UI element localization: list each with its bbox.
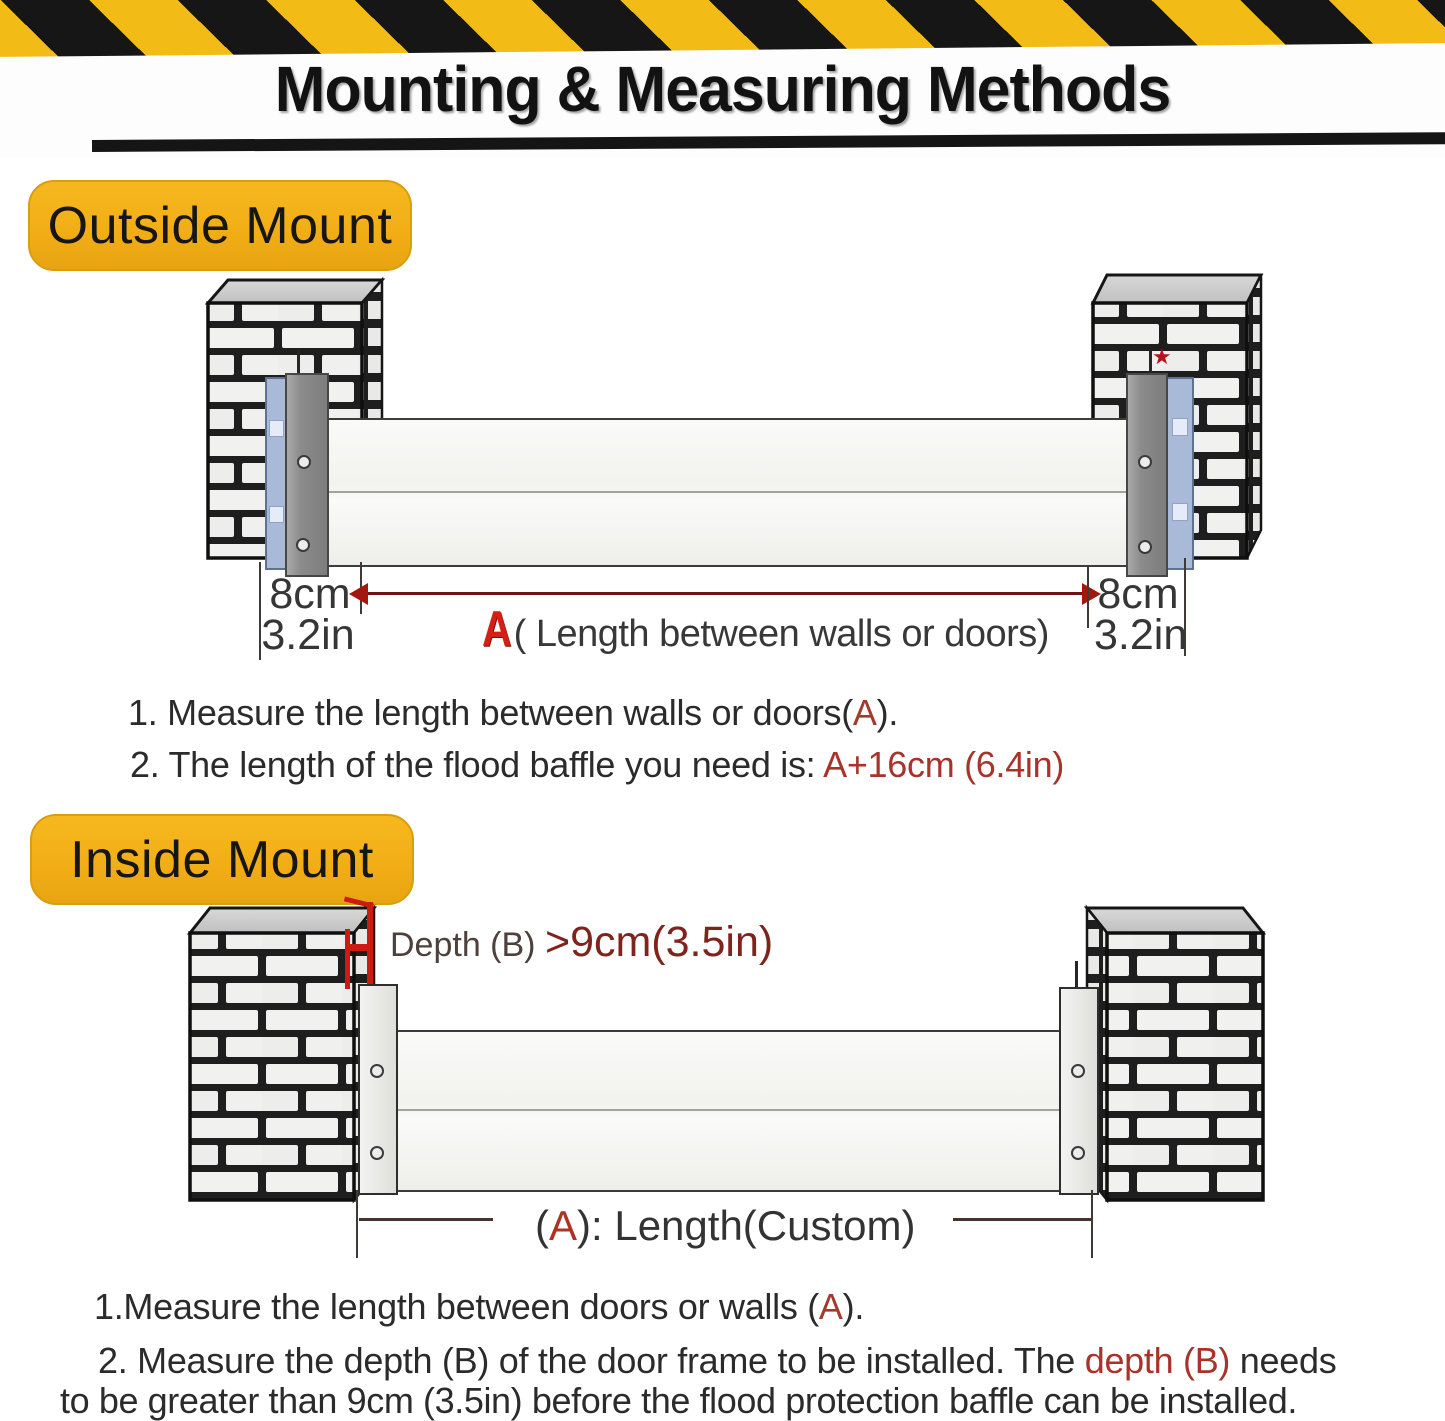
screw-hole-icon (370, 1146, 384, 1160)
step-text: 2. The length of the flood baffle you need is: (130, 744, 824, 785)
mounting-bracket-inside-left (358, 984, 398, 1195)
inside-step-2-line-2: to be greater than 9cm (3.5in) before the flood protection baffle can be installed. (60, 1380, 1297, 1421)
step-highlight: A (852, 692, 877, 733)
outside-step-1 (128, 692, 898, 734)
label-8cm-right: 8cm (1097, 570, 1179, 618)
label-32in-right: 3.2in (1094, 611, 1188, 659)
seal-clip-icon (1172, 503, 1188, 521)
length-between-walls-label (482, 600, 1049, 658)
depth-indicator-icon (367, 902, 373, 984)
baffle-panel-seam (395, 1109, 1064, 1111)
depth-value: >9cm(3.5in) (544, 918, 774, 966)
label-text: ): Length(Custom) (577, 1202, 916, 1249)
seal-clip-icon (269, 420, 284, 437)
length-arrow (368, 592, 1082, 595)
flood-baffle-outside (322, 418, 1134, 567)
page-title: Mounting & Measuring Methods (274, 53, 1171, 125)
seal-strip-right (1164, 377, 1194, 570)
length-custom-label (535, 1202, 915, 1250)
label-32in-left: 3.2in (261, 611, 355, 659)
step-highlight: A (818, 1286, 843, 1327)
depth-annotation (390, 918, 773, 967)
hazard-stripe-banner (0, 0, 1445, 57)
dimension-tick (1087, 566, 1089, 628)
flood-baffle-inside (393, 1030, 1066, 1192)
screw-hole-icon (296, 538, 310, 552)
dimension-tick (1091, 1190, 1093, 1258)
screw-hole-icon (1138, 540, 1152, 554)
length-label-text: ( Length between walls or doors) (513, 613, 1049, 655)
outside-step-2 (130, 744, 1064, 786)
seal-clip-icon (1172, 418, 1188, 436)
depth-indicator-icon (345, 944, 373, 951)
label-8cm-left: 8cm (269, 570, 351, 618)
header (0, 0, 1445, 158)
screw-hole-icon (297, 455, 311, 469)
inside-step-2-line-1 (98, 1340, 1336, 1382)
screw-hole-icon (1071, 1146, 1085, 1160)
seal-clip-icon (269, 506, 284, 523)
step-text: needs (1230, 1340, 1337, 1381)
depth-indicator-icon (345, 929, 350, 989)
step-text: 2. Measure the depth (B) of the door frame to be installed. The (98, 1340, 1085, 1381)
outside-mount-badge (28, 180, 412, 271)
inside-step-1 (94, 1286, 864, 1328)
inside-mount-badge (30, 814, 414, 905)
header-underline-bar (92, 132, 1445, 152)
step-text: 1.Measure the length between doors or walls ( (94, 1286, 819, 1327)
screw-hole-icon (1071, 1064, 1085, 1078)
dimension-line (953, 1218, 1091, 1221)
letter-a-highlight: A (549, 1202, 578, 1249)
step-text: ). (842, 1286, 865, 1327)
label-text: ( (535, 1202, 549, 1249)
step-text: ). (876, 692, 899, 733)
letter-a-highlight: A (482, 601, 512, 657)
inside-mount-badge-label: Inside Mount (70, 830, 374, 889)
screw-hole-icon (370, 1064, 384, 1078)
red-star-icon: ★ (1152, 344, 1172, 369)
mounting-bracket-inside-right (1059, 987, 1099, 1195)
step-highlight: depth (B) (1084, 1340, 1231, 1381)
step-text: 1. Measure the length between walls or doors( (128, 692, 853, 733)
depth-label: Depth (B) (390, 926, 545, 964)
dimension-tick (356, 1190, 358, 1258)
baffle-panel-seam (324, 491, 1132, 493)
screw-hole-icon (1138, 455, 1152, 469)
anchor-bolt-icon (1075, 961, 1078, 988)
step-highlight: A+16cm (6.4in) (823, 744, 1065, 785)
outside-mount-badge-label: Outside Mount (47, 196, 393, 255)
dimension-line (359, 1218, 493, 1221)
